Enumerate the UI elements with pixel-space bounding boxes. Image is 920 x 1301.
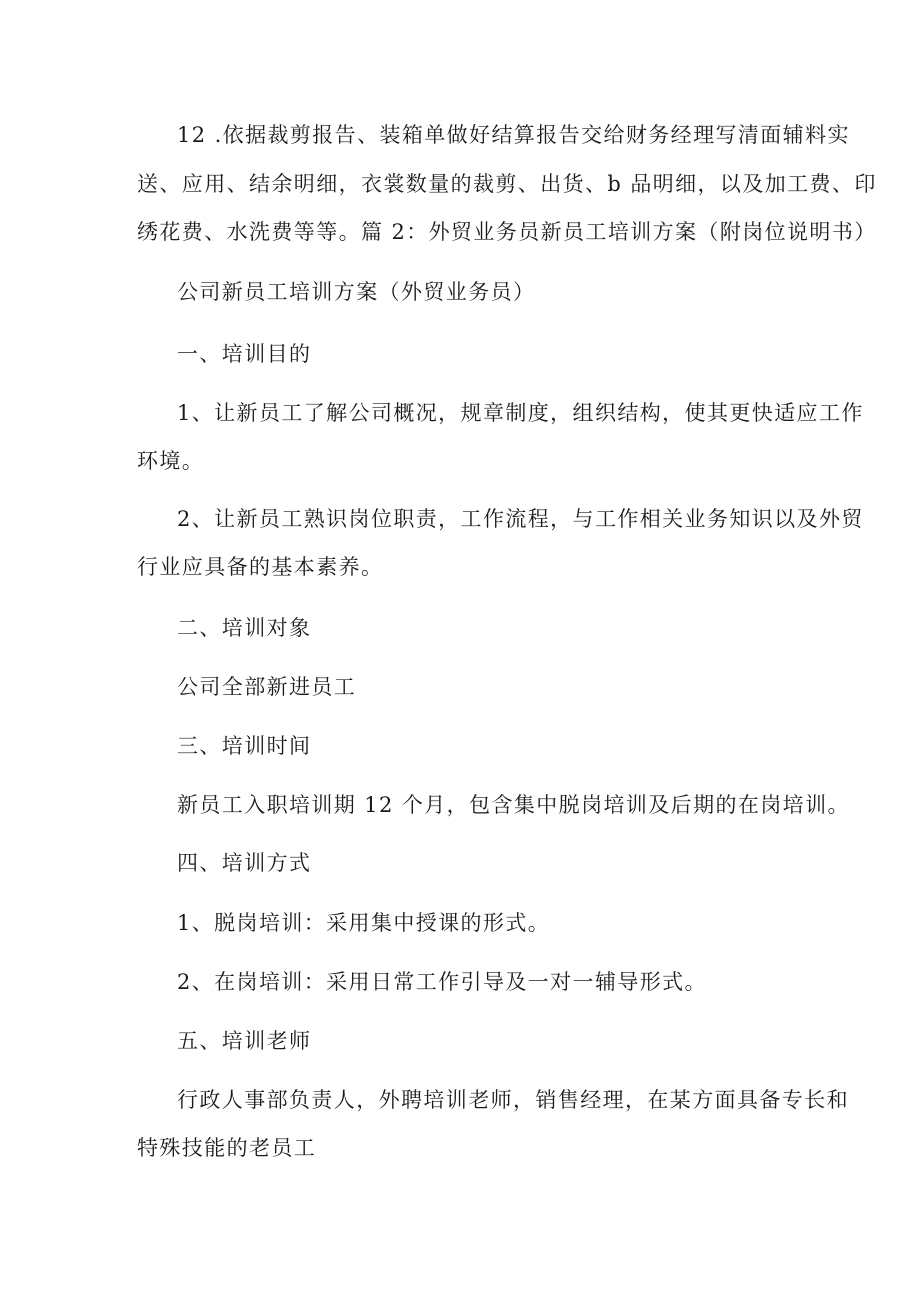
paragraph-1-line-1: 12 .依据裁剪报告、装箱单做好结算报告交给财务经理写清面辅料实 bbox=[177, 123, 850, 147]
heading-training-purpose: 一、培训目的 bbox=[177, 342, 312, 366]
method-item-1: 1、脱岗培训：采用集中授课的形式。 bbox=[177, 911, 551, 935]
purpose-item-1-line-2: 环境。 bbox=[137, 449, 205, 473]
method-item-2: 2、在岗培训：采用日常工作引导及一对一辅导形式。 bbox=[177, 970, 707, 994]
paragraph-1-line-2: 送、应用、结余明细，衣裳数量的裁剪、出货、b 品明细，以及加工费、印 bbox=[137, 172, 877, 196]
heading-training-teacher: 五、培训老师 bbox=[177, 1029, 312, 1053]
teacher-text-line-1: 行政人事部负责人，外聘培训老师，销售经理，在某方面具备专长和 bbox=[177, 1088, 849, 1112]
purpose-item-2-line-2: 行业应具备的基本素养。 bbox=[137, 555, 384, 579]
training-time-text: 新员工入职培训期 12 个月，包含集中脱岗培训及后期的在岗培训。 bbox=[177, 793, 850, 817]
teacher-text-line-2: 特殊技能的老员工 bbox=[137, 1136, 317, 1160]
doc-title: 公司新员工培训方案（外贸业务员） bbox=[177, 280, 536, 304]
heading-training-target: 二、培训对象 bbox=[177, 616, 312, 640]
heading-training-method: 四、培训方式 bbox=[177, 851, 312, 875]
purpose-item-2-line-1: 2、让新员工熟识岗位职责，工作流程，与工作相关业务知识以及外贸 bbox=[177, 507, 864, 531]
paragraph-1-line-3: 绣花费、水洗费等等。篇 2：外贸业务员新员工培训方案（附岗位说明书） bbox=[137, 220, 877, 244]
heading-training-time: 三、培训时间 bbox=[177, 734, 312, 758]
training-target-text: 公司全部新进员工 bbox=[177, 675, 357, 699]
purpose-item-1-line-1: 1、让新员工了解公司概况，规章制度，组织结构，使其更快适应工作 bbox=[177, 401, 864, 425]
